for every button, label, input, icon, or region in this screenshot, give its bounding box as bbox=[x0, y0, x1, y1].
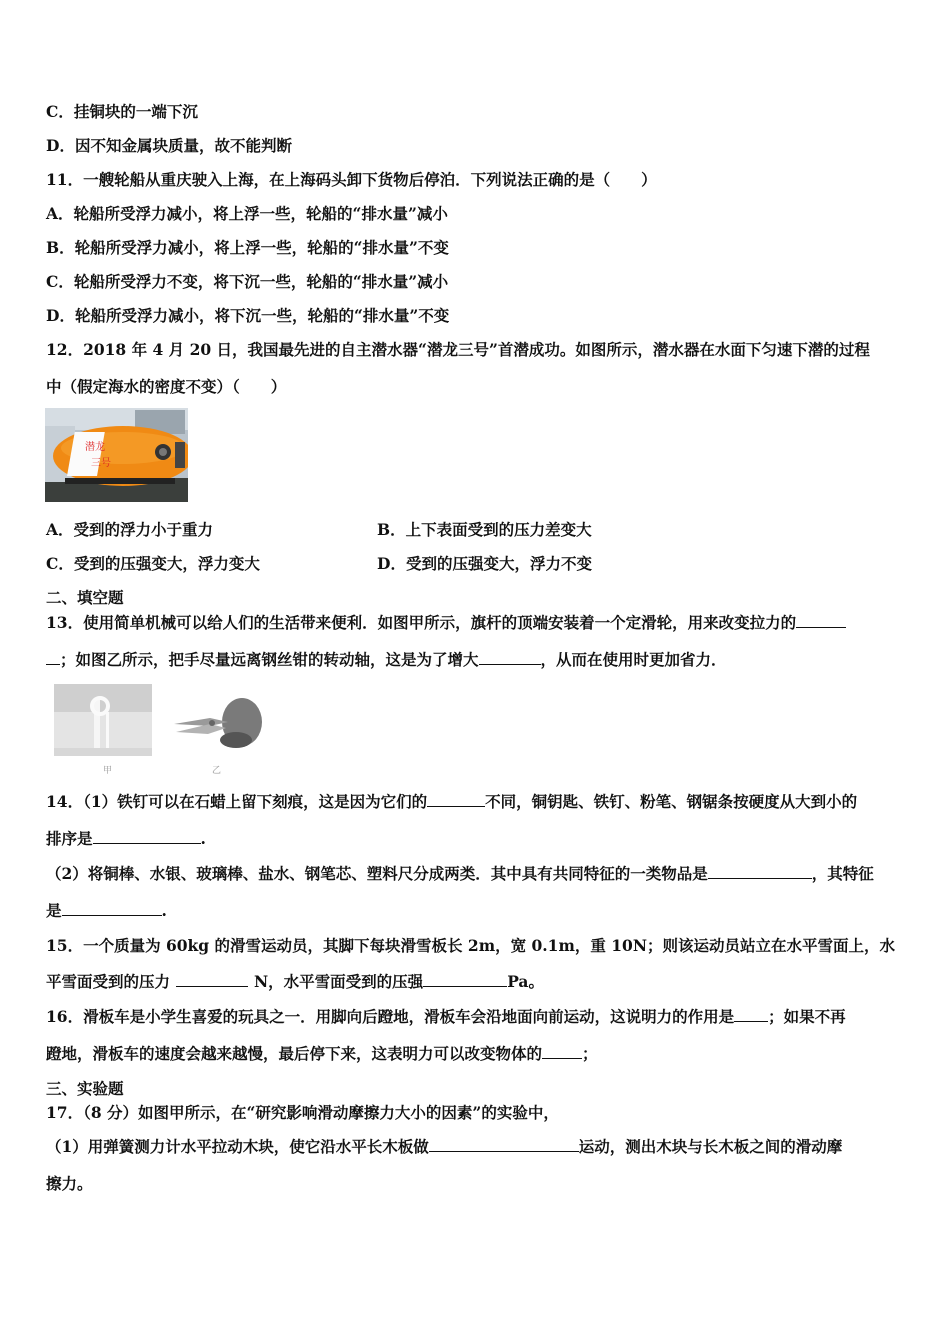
q14-line3-text-b: ，其特征 bbox=[811, 864, 874, 883]
q13-line2 bbox=[46, 650, 727, 670]
section-fill-in-title: 二、填空题 bbox=[46, 588, 124, 607]
q16-blank-1[interactable] bbox=[734, 1007, 768, 1022]
q12-option-c: C．受到的压强变大，浮力变大 bbox=[46, 554, 260, 573]
q13-line1-text: 13．使用简单机械可以给人们的生活带来便利．如图甲所示，旗杆的顶端安装着一个定滑轮，用来改变拉力的 bbox=[46, 613, 797, 632]
q17-line2: 擦力。 bbox=[46, 1174, 93, 1193]
q17-line1-text-b: 运动，测出木块与长木板之间的滑动摩 bbox=[578, 1137, 843, 1156]
q15-line1: 15．一个质量为 60kg 的滑雪运动员，其脚下每块滑雪板长 2m，宽 0.1m，重 10N；则该运动员站立在水平雪面上，水 bbox=[46, 936, 895, 955]
q12-option-a: A．受到的浮力小于重力 bbox=[46, 520, 214, 539]
q16-line2-text-b: ； bbox=[582, 1044, 598, 1063]
q14-line2-text-a: 排序是 bbox=[46, 829, 93, 848]
q14-line1 bbox=[46, 792, 857, 812]
q17-stem: 17．（8 分）如图甲所示，在“研究影响滑动摩擦力大小的因素”的实验中， bbox=[46, 1103, 559, 1122]
q17-blank-1[interactable] bbox=[429, 1137, 579, 1152]
q15-blank-2[interactable] bbox=[423, 972, 507, 987]
q15-blank-1[interactable] bbox=[176, 972, 248, 987]
section-experiment-title: 三、实验题 bbox=[46, 1079, 124, 1098]
q15-line2-text-c: Pa。 bbox=[507, 972, 544, 991]
q13-blank-1[interactable] bbox=[796, 613, 846, 628]
q12-stem-line1: 12．2018 年 4 月 20 日，我国最先进的自主潜水器“潜龙三号”首潜成功。如图所示，潜水器在水面下匀速下潜的过程 bbox=[46, 340, 870, 359]
q12-option-b: B．上下表面受到的压力差变大 bbox=[377, 520, 592, 539]
flagpole-pulley-figure bbox=[54, 684, 152, 756]
submersible-photo bbox=[45, 408, 188, 502]
q11-stem: 11．一艘轮船从重庆驶入上海，在上海码头卸下货物后停泊．下列说法正确的是（ ） bbox=[46, 170, 657, 189]
q15-line2-text-b: N，水平雪面受到的压强 bbox=[254, 972, 424, 991]
q14-line2-text-b: . bbox=[200, 829, 206, 848]
q16-line2-text-a: 蹬地，滑板车的速度会越来越慢，最后停下来，这表明力可以改变物体的 bbox=[46, 1044, 543, 1063]
q14-line1-text-a: 14．（1）铁钉可以在石蜡上留下刻痕，这是因为它们的 bbox=[46, 792, 428, 811]
q13-line2-text-a: ；如图乙所示，把手尽量远离钢丝钳的转动轴，这是为了增大 bbox=[60, 650, 479, 669]
q14-line4-text-a: 是 bbox=[46, 901, 62, 920]
q11-option-d: D．轮船所受浮力减小，将下沉一些，轮船的“排水量”不变 bbox=[46, 306, 450, 325]
pliers-figure bbox=[170, 692, 264, 750]
sub-hull-label-2: 三号 bbox=[91, 458, 111, 469]
q14-blank-3[interactable] bbox=[708, 864, 812, 879]
q14-blank-4[interactable] bbox=[62, 901, 162, 916]
q13-line1 bbox=[46, 613, 846, 633]
q15-line2-text-a: 平雪面受到的压力 bbox=[46, 972, 171, 991]
q10-option-c: C．挂铜块的一端下沉 bbox=[46, 102, 198, 121]
q10-option-d: D．因不知金属块质量，故不能判断 bbox=[46, 136, 292, 155]
q16-line1 bbox=[46, 1007, 846, 1027]
q14-blank-1[interactable] bbox=[427, 792, 485, 807]
q12-stem-line2: 中（假定海水的密度不变）（ ） bbox=[46, 377, 287, 396]
q17-line1 bbox=[46, 1137, 842, 1157]
figure-jia-caption: 甲 bbox=[103, 766, 113, 776]
q11-option-b: B．轮船所受浮力减小，将上浮一些，轮船的“排水量”不变 bbox=[46, 238, 449, 257]
q16-blank-2[interactable] bbox=[542, 1044, 582, 1059]
q14-line1-text-b: 不同，铜钥匙、铁钉、粉笔、钢锯条按硬度从大到小的 bbox=[485, 792, 858, 811]
q13-line2-text-b: ，从而在使用时更加省力． bbox=[540, 650, 727, 669]
q16-line2 bbox=[46, 1044, 598, 1064]
q16-line1-text-b: ；如果不再 bbox=[768, 1007, 846, 1026]
q11-option-c: C．轮船所受浮力不变，将下沉一些，轮船的“排水量”减小 bbox=[46, 272, 449, 291]
q13-blank-1-cont[interactable] bbox=[46, 650, 60, 665]
q17-line1-text-a: （1）用弹簧测力计水平拉动木块，使它沿水平长木板做 bbox=[46, 1137, 429, 1156]
q14-line2 bbox=[46, 829, 206, 849]
q14-line4 bbox=[46, 901, 167, 921]
q15-line2 bbox=[46, 972, 544, 992]
q14-line3-text-a: （2）将铜棒、水银、玻璃棒、盐水、钢笔芯、塑料尺分成两类．其中具有共同特征的一类物品是 bbox=[46, 864, 708, 883]
q16-line1-text-a: 16．滑板车是小学生喜爱的玩具之一．用脚向后蹬地，滑板车会沿地面向前运动，这说明力的作用是 bbox=[46, 1007, 735, 1026]
q14-line4-text-b: . bbox=[161, 901, 167, 920]
q12-option-d: D．受到的压强变大，浮力不变 bbox=[377, 554, 592, 573]
q13-blank-2[interactable] bbox=[479, 650, 541, 665]
q14-blank-2[interactable] bbox=[93, 829, 201, 844]
q14-line3 bbox=[46, 864, 874, 884]
sub-hull-label-1: 潜龙 bbox=[85, 442, 105, 453]
figure-yi-caption: 乙 bbox=[212, 766, 222, 776]
q11-option-a: A．轮船所受浮力减小，将上浮一些，轮船的“排水量”减小 bbox=[46, 204, 448, 223]
